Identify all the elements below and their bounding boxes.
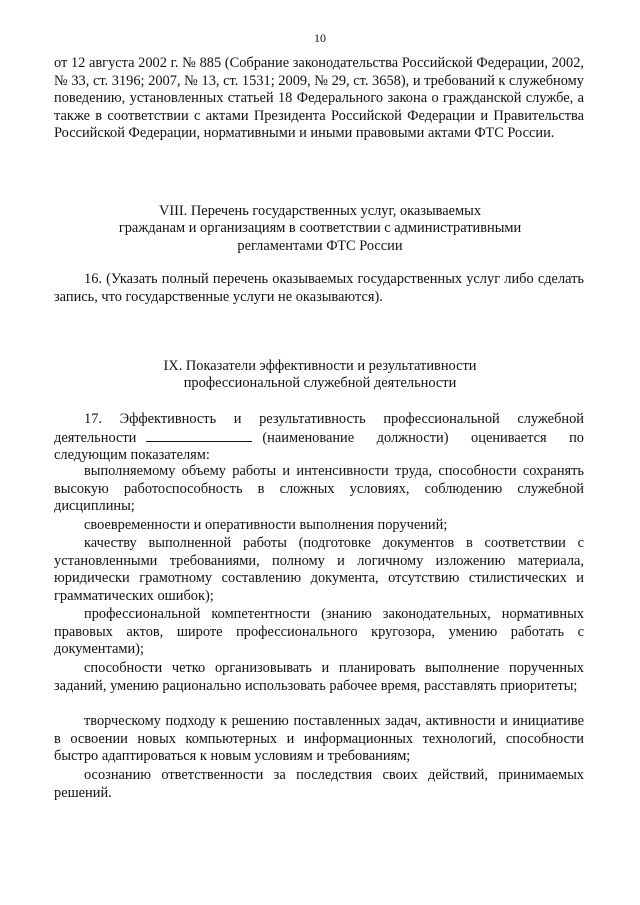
indicator-item: осознанию ответственности за последствия своих действий, принимаемых решений. [54, 767, 584, 801]
indicator-item: способности четко организовывать и планировать выполнение порученных заданий, умению рационально использовать рабочее время, расставлять приоритеты; [54, 660, 584, 694]
section-8-heading-line: гражданам и организациям в соответствии с административными [118, 220, 522, 237]
section-8-heading [70, 203, 570, 255]
section-9-heading-line: профессиональной служебной деятельности [183, 375, 457, 392]
indicator-item: выполняемому объему работы и интенсивности труда, способности сохранять высокую работоспособность в сложных условиях, соблюдению служебной дисциплины; [54, 463, 584, 515]
section-8-heading-line: VIII. Перечень государственных услуг, оказываемых [158, 203, 482, 219]
paragraph-16: 16. (Указать полный перечень оказываемых государственных услуг либо сделать запись, что государственные услуги не оказываются). [54, 271, 584, 305]
paragraph-17-end: (наименование должности) оценивается по следующим показателям: [54, 429, 584, 464]
section-9-heading-line: IX. Показатели эффективности и результативности [163, 358, 477, 374]
indicator-item: своевременности и оперативности выполнения поручений; [84, 517, 448, 533]
indicator-item: творческому подходу к решению поставленных задач, активности и инициативе в освоении новых компьютерных и информационных технологий, способности быстро адаптироваться к новым условиям и требованиям; [54, 713, 584, 765]
indicator-item: качеству выполненной работы (подготовке документов в соответствии с установленными требованиями, полному и логичному изложению материала, юридически грамотному составлению документа, отсутствию стилистических и грамматических ошибок); [54, 535, 584, 604]
intro-paragraph: от 12 августа 2002 г. № 885 (Собрание законодательства Российской Федерации, 2002, № 33, ст. 3196; 2007, № 13, ст. 1531; 2009, № 29, ст. 3658), и требований к служебному поведению, установленных статьей 18 Федерального закона о гражданской службе, а также в соответствии с актами Президента Российской Федерации и Правительства Российской Федерации, нормативными и иными правовыми актами ФТС России. [54, 55, 584, 142]
position-name-blank [146, 429, 252, 442]
page-number: 10 [314, 31, 326, 45]
section-9-heading [70, 358, 570, 393]
paragraph-17-start: 17. Эффективность и результативность профессиональной служебной деятельности [54, 411, 584, 446]
paragraph-17 [54, 411, 584, 465]
section-8-heading-line: регламентами ФТС России [237, 237, 403, 254]
indicator-item: профессиональной компетентности (знанию законодательных, нормативных правовых актов, широте профессионального кругозора, умению работать с документами); [54, 606, 584, 658]
